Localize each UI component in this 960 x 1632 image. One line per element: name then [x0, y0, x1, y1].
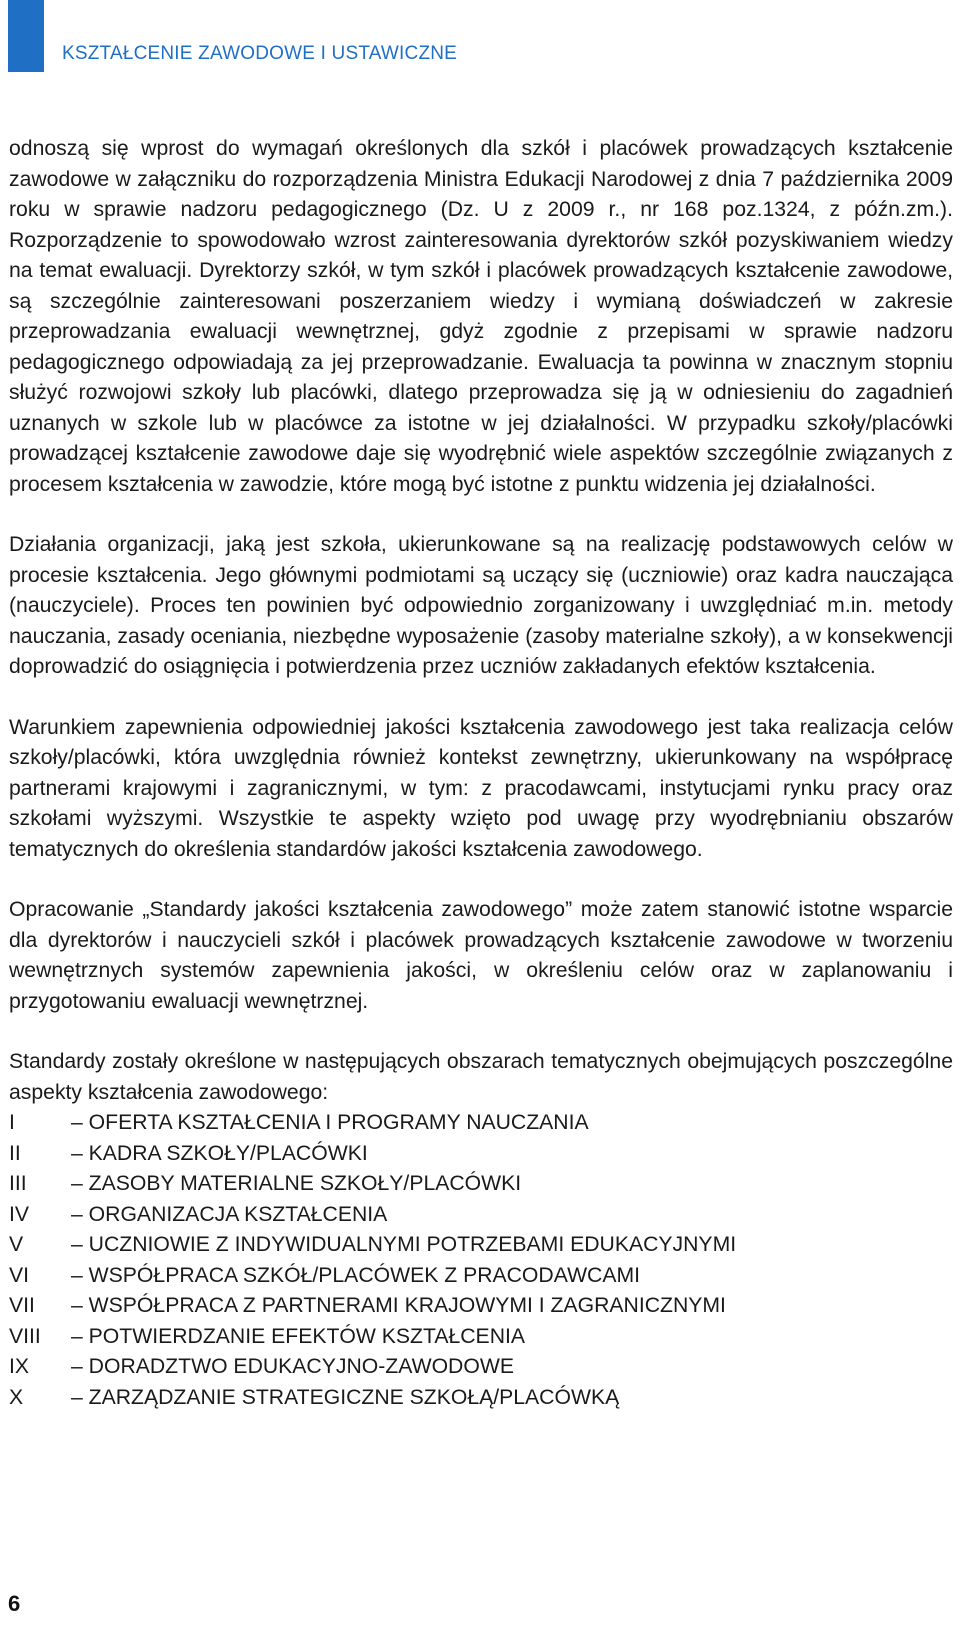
list-item-number: III: [9, 1172, 27, 1195]
list-item-label: – ZASOBY MATERIALNE SZKOŁY/PLACÓWKI: [71, 1172, 522, 1195]
header-accent-bar: [8, 0, 44, 72]
list-item-label: – ORGANIZACJA KSZTAŁCENIA: [71, 1202, 388, 1226]
list-item-label: – POTWIERDZANIE EFEKTÓW KSZTAŁCENIA: [71, 1324, 526, 1348]
list-item: [9, 1261, 953, 1292]
list-item-label: – ZARZĄDZANIE STRATEGICZNE SZKOŁĄ/PLACÓWKĄ: [71, 1385, 620, 1409]
list-item: [9, 1108, 953, 1139]
list-item-label: – KADRA SZKOŁY/PLACÓWKI: [71, 1141, 368, 1165]
areas-section: [9, 1047, 953, 1413]
list-item: [9, 1139, 953, 1170]
list-item: [9, 1200, 953, 1231]
paragraph-2: Działania organizacji, jaką jest szkoła, ukierunkowane są na realizację podstawowych celów w procesie kształcenia. Jego głównymi podmiotami są uczący się (uczniowie) oraz kadra nauczająca (nauczyciele). Proces ten powinien być odpowiednio zorganizowany i uwzględniać m.in. metody nauczania, zasady oceniania, niezbędne wyposażenie (zasoby materialne szkoły), a w konsekwencji doprowadzić do osiągnięcia i potwierdzenia przez uczniów zakładanych efektów kształcenia.: [9, 533, 953, 678]
paragraph-1: odnoszą się wprost do wymagań określonych dla szkół i placówek prowadzących kształcenie zawodowe w załączniku do rozporządzenia Ministra Edukacji Narodowej z dnia 7 października 2009 roku w sprawie nadzoru pedagogicznego (Dz. U z 2009 r., nr 168 poz.1324, z późn.zm.). Rozporządzenie to spowodowało wzrost zainteresowania dyrektorów szkół pozyskiwaniem wiedzy na temat ewaluacji. Dyrektorzy szkół, w tym szkół i placówek prowadzących kształcenie zawodowe, są szczególnie zainteresowani poszerzaniem wiedzy i wymianą doświadczeń w zakresie przeprowadzania ewaluacji wewnętrznej, gdyż zgodnie z przepisami w sprawie nadzoru pedagogicznego odpowiadają za jej przeprowadzanie. Ewaluacja ta powinna w znacznym stopniu służyć rozwojowi szkoły lub placówki, dlatego przeprowadza się ją w odniesieniu do zagadnień uznanych w szkole lub w placówce za istotne w jej działalności. W przypadku szkoły/placówki prowadzącej kształcenie zawodowe daje się wyodrębnić wiele aspektów szczególnie związanych z procesem kształcenia w zawodzie, które mogą być istotne z punktu widzenia jej działalności.: [9, 137, 953, 496]
list-item: [9, 1169, 953, 1200]
list-item-number: IV: [9, 1202, 30, 1226]
list-item-number: VI: [9, 1263, 30, 1287]
list-item-number: IX: [9, 1355, 30, 1378]
page-number: 6: [8, 1591, 21, 1616]
paragraph-3: Warunkiem zapewnienia odpowiedniej jakości kształcenia zawodowego jest taka realizacja celów szkoły/placówki, która uwzględnia również kontekst zewnętrzny, ukierunkowany na współpracę partnerami krajowymi i zagranicznymi, w tym: z pracodawcami, instytucjami rynku pracy oraz szkołami wyższymi. Wszystkie te aspekty wzięto pod uwagę przy wyodrębnianiu obszarów tematycznych do określenia standardów jakości kształcenia zawodowego.: [9, 715, 953, 861]
running-header: KSZTAŁCENIE ZAWODOWE I USTAWICZNE: [62, 43, 458, 64]
list-item-label: – WSPÓŁPRACA SZKÓŁ/PLACÓWEK Z PRACODAWCAMI: [71, 1263, 641, 1287]
list-item: [9, 1230, 953, 1261]
paragraph-4: Opracowanie „Standardy jakości kształcenia zawodowego” może zatem stanowić istotne wsparcie dla dyrektorów i nauczycieli szkół i placówek prowadzących kształcenie zawodowe w tworzeniu wewnętrznych systemów zapewnienia jakości, w określeniu celów oraz w zaplanowaniu i przygotowaniu ewaluacji wewnętrznej.: [9, 898, 953, 1013]
areas-list: [9, 1108, 953, 1413]
list-item-number: X: [9, 1385, 24, 1409]
list-item: [9, 1291, 953, 1322]
list-item-label: – UCZNIOWIE Z INDYWIDUALNYMI POTRZEBAMI EDUKACYJNYMI: [71, 1233, 737, 1256]
list-item-label: – DORADZTWO EDUKACYJNO-ZAWODOWE: [71, 1355, 514, 1378]
list-item-label: – OFERTA KSZTAŁCENIA I PROGRAMY NAUCZANIA: [71, 1111, 589, 1134]
page-body: [9, 134, 953, 1413]
list-item-number: V: [9, 1233, 24, 1256]
areas-intro: Standardy zostały określone w następujących obszarach tematycznych obejmujących poszczególne aspekty kształcenia zawodowego:: [9, 1050, 953, 1104]
list-item-number: VII: [9, 1294, 35, 1317]
list-item-number: II: [9, 1141, 21, 1165]
list-item: [9, 1322, 953, 1353]
list-item: [9, 1383, 953, 1414]
list-item: [9, 1352, 953, 1383]
list-item-number: I: [9, 1111, 15, 1134]
list-item-number: VIII: [9, 1324, 41, 1348]
list-item-label: – WSPÓŁPRACA Z PARTNERAMI KRAJOWYMI I ZAGRANICZNYMI: [71, 1294, 726, 1317]
